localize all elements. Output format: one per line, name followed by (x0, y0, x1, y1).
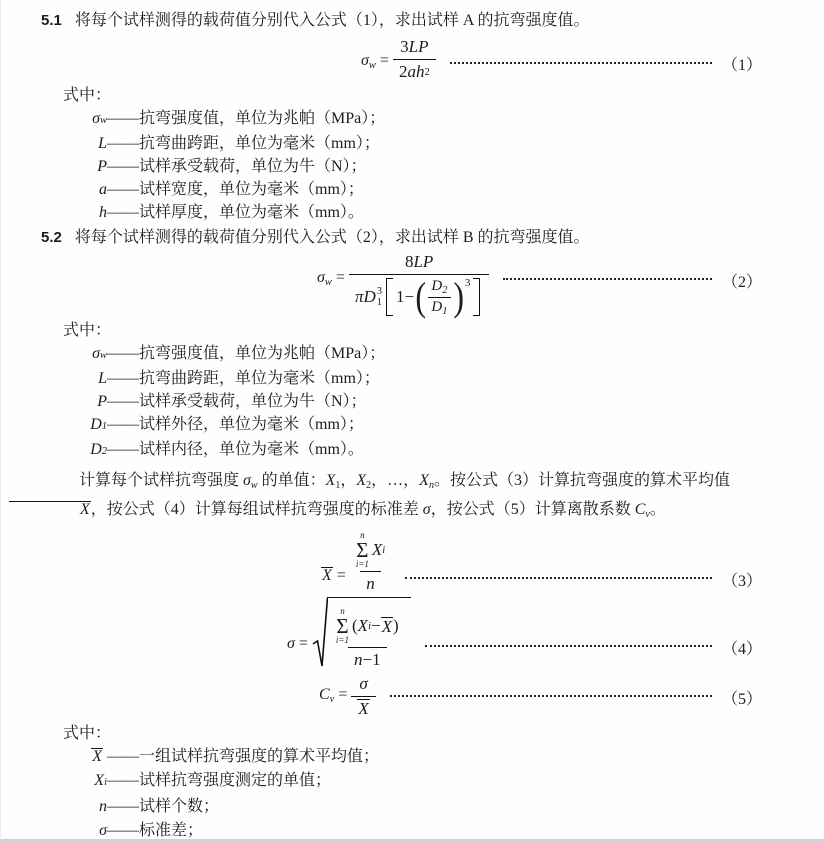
where-label: 式中： (63, 322, 112, 339)
definition-row: D 1 ——试样外径，单位为毫米（mm）； (90, 416, 364, 433)
definition-row: D 2 ——试样内径，单位为毫米（mm）。 (90, 441, 364, 458)
definition-row: X ——一组试样抗弯强度的算术平均值； (92, 747, 380, 765)
equation-number-2: （2） (722, 274, 763, 291)
definitions-3 (9, 745, 816, 841)
definitions-2 (9, 342, 816, 463)
section-text: 将每个试样测得的载荷值分别代入公式（2），求出试样 B 的抗弯强度值。 (74, 229, 590, 246)
dotted-leader (450, 62, 712, 64)
definition-row: σ w ——抗弯强度值，单位为兆帕（MPa）； (92, 110, 386, 127)
sigma-symbol: σ (422, 501, 431, 518)
definition-row: L ——抗弯曲跨距，单位为毫米（mm）； (98, 135, 380, 152)
equation-number-5: （5） (722, 691, 763, 708)
x-bar-symbol: X (358, 699, 369, 718)
equation-number-3: （3） (722, 573, 763, 590)
formula-2-lhs: σw = (317, 269, 345, 288)
dotted-leader (390, 695, 712, 697)
formula-3-row (9, 531, 816, 594)
section-5-1-heading (41, 10, 816, 32)
sigma-symbol: σ (287, 635, 295, 652)
formula-2-fraction: 8 LP π D 3 1 1− ( $\frac{D_2}{D_1}$ ) 3 (349, 252, 489, 317)
dotted-leader (405, 577, 712, 579)
formula-4-row (9, 597, 816, 670)
left-paren: ( (415, 274, 427, 319)
formula-1-lhs: σw = (361, 52, 389, 71)
summation-symbol: n Σ i=1 (335, 606, 349, 645)
radical-sign (312, 597, 328, 669)
formula-5-fraction (351, 674, 375, 718)
definition-row: h ——试样厚度，单位为毫米（mm）。 (99, 204, 364, 221)
formula-indent (9, 37, 361, 38)
formula-indent (9, 674, 319, 675)
formula-2-row (9, 252, 816, 317)
formula-3-fraction: n Σ i=1 X i n (355, 530, 386, 593)
formula-indent (9, 531, 321, 532)
x-bar-symbol: X (322, 567, 332, 584)
definition-row: P ——试样承受载荷，单位为牛（N）； (97, 158, 367, 175)
formula-5-lhs: Cv = (319, 686, 348, 705)
definition-row: X i ——试样抗弯强度测定的单值； (94, 771, 332, 789)
x-bar-symbol: X (9, 501, 91, 519)
definition-row: n ——试样个数； (99, 797, 220, 815)
formula-5-row (9, 674, 816, 718)
right-bracket (473, 278, 480, 316)
sigma-symbol: σ (317, 269, 325, 286)
sigma-symbol: σ (359, 674, 368, 693)
formula-3-lhs: X = (322, 567, 346, 584)
definition-row: σ w ——抗弯强度值，单位为兆帕（MPa）； (92, 345, 386, 362)
section-number: 5.2 (41, 229, 62, 246)
pi-symbol: π (354, 287, 364, 306)
sigma-symbol: σ (243, 472, 251, 489)
definition-row: L ——抗弯曲跨距，单位为毫米（mm）； (98, 370, 380, 387)
section-text: 将每个试样测得的载荷值分别代入公式（1），求出试样 A 的抗弯强度值。 (74, 12, 590, 29)
equation-number-4: （4） (722, 641, 763, 658)
dotted-leader (425, 645, 712, 647)
sigma-symbol: σ (361, 52, 369, 69)
equation-number-1: （1） (722, 57, 763, 74)
definitions-1 (9, 107, 816, 224)
summation-symbol: n Σ i=1 (355, 530, 369, 569)
formula-indent (9, 252, 317, 253)
section-5-2-heading (41, 227, 816, 249)
definition-row: σ ——标准差； (99, 821, 204, 839)
formula-indent (9, 597, 287, 598)
definition-row: P ——试样承受载荷，单位为牛（N）； (97, 393, 367, 410)
statistics-paragraph: 计算每个试样抗弯强度 σw 的单值：X1，X2，…，Xn。按公式（3）计算抗弯强度的算术平均值 X，按公式（4）计算每组试样抗弯强度的标准差 σ，按公式（5）计算离散系数 Cv。 (9, 469, 816, 527)
formula-1-fraction: 3 LP 2 ah 2 (393, 37, 436, 82)
right-paren: ) (452, 274, 464, 319)
where-label: 式中： (63, 87, 112, 104)
square-root: n Σ i=1 ( X i − X ) n −1 (312, 597, 411, 670)
formula-1-row (9, 37, 816, 82)
left-bracket (386, 278, 393, 316)
formula-4-lhs: σ = (287, 635, 308, 652)
definition-row: a ——试样宽度，单位为毫米（mm）； (99, 181, 364, 198)
where-label: 式中： (63, 724, 112, 742)
x-bar-symbol: X (381, 616, 392, 636)
dotted-leader (503, 278, 712, 280)
x-bar-symbol: X (92, 747, 102, 765)
section-number: 5.1 (41, 12, 62, 29)
